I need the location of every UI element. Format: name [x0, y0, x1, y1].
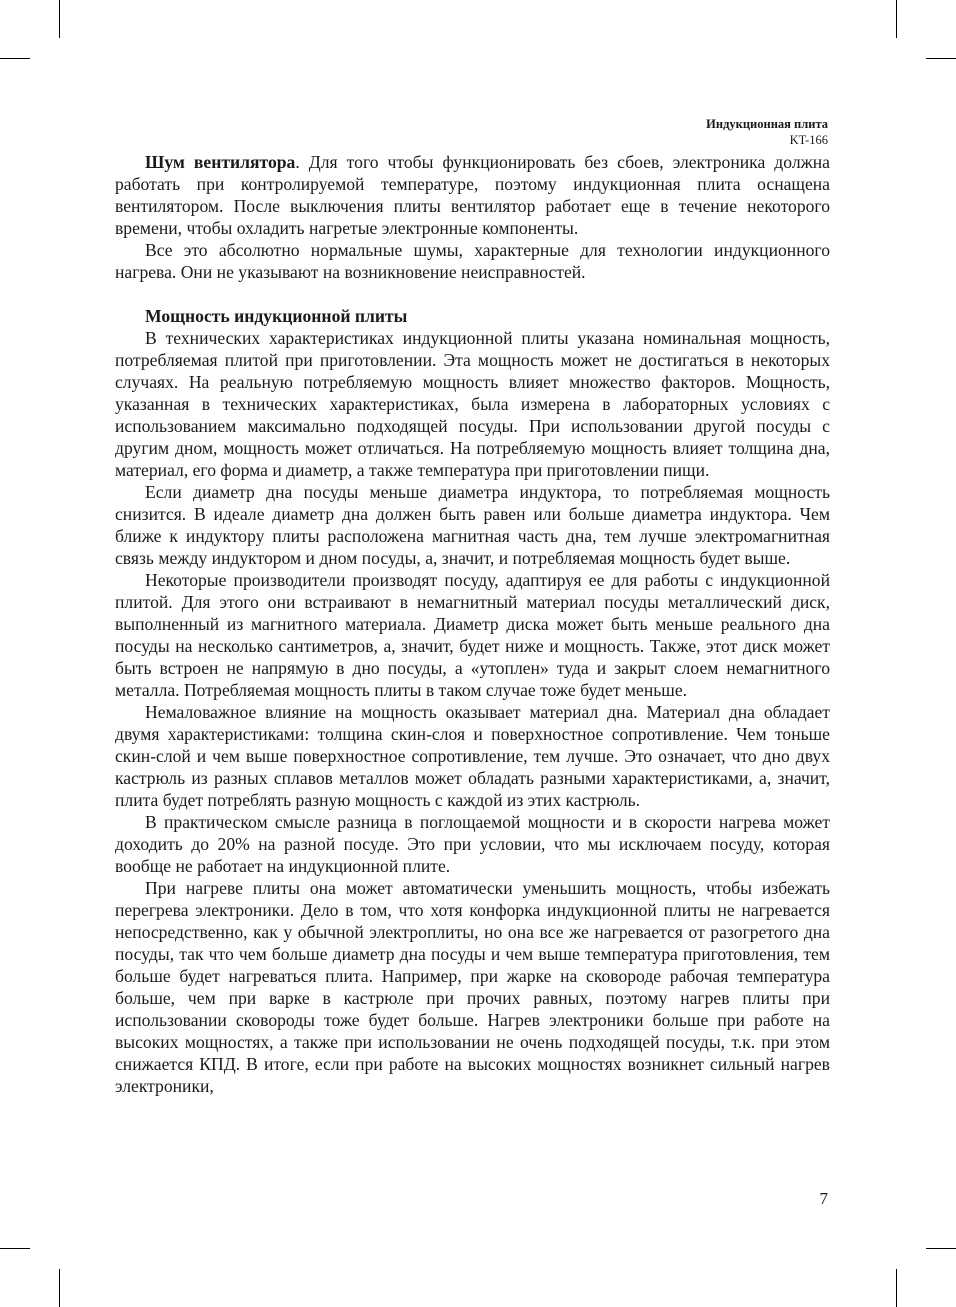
paragraph: Некоторые производители производят посуду, адаптируя ее для работы с индукционной плитой. Для этого они встраивают в немагнитный материал посуды металлический диск, выполненный из магнитного материала. Диаметр диска может быть меньше реального дна посуды на несколько сантиметров, а, значит, будет ниже и мощность. Также, этот диск может быть встроен не напрямую в дно посуды, а «утоплен» туда и закрыт слоем немагнитного металла. Потребляемая мощность плиты в таком случае тоже будет меньше.: [115, 570, 830, 700]
section-heading: Мощность индукционной плиты: [145, 306, 408, 326]
crop-mark-right-bottom: [926, 1248, 956, 1249]
crop-mark-right-top: [926, 58, 956, 59]
crop-mark-top-right: [896, 0, 897, 38]
page-number: 7: [819, 1189, 828, 1208]
fan-noise-lead: Шум вентилятора: [145, 152, 296, 172]
paragraph: В практическом смысле разница в поглощаемой мощности и в скорости нагрева может доходить до 20% на разной посуде. Это при условии, что мы исключаем посуду, которая вообще не работает на индукционной плите.: [115, 812, 830, 876]
paragraph: В технических характеристиках индукционной плиты указана номинальная мощность, потребляемая плитой при приготовлении. Эта мощность может не достигаться в некоторых случаях. На реальную потребляемую мощность влияет множество факторов. Мощность, указанная в технических характеристиках, была измерена в лабораторных условиях с использованием максимально подходящей посуды. При использовании другой посуды с другим дном, мощность может отличаться. На потребляемую мощность влияет толщина дна, материал, его форма и диаметр, а также температура при приготовлении пищи.: [115, 328, 830, 480]
page-body: [115, 151, 830, 1097]
fan-noise-text: . Для того чтобы функционировать без сбоев, электроника должна работать при контролируемой температуре, поэтому индукционная плита оснащена вентилятором. После выключения плиты вентилятор работает еще в течение некоторого времени, чтобы охладить нагретые электронные компоненты.: [115, 152, 830, 238]
paragraph: Немаловажное влияние на мощность оказывает материал дна. Материал дна обладает двумя характеристиками: толщина скин-слоя и поверхностное сопротивление. Чем тоньше скин-слой и чем выше поверхностное сопротивление, тем лучше. Это означает, что дно двух кастрюль из разных сплавов металлов может обладать разными характеристиками, а, значит, плита будет потреблять разную мощность с каждой из этих кастрюль.: [115, 702, 830, 810]
crop-mark-bottom-left: [59, 1269, 60, 1307]
crop-mark-top-left: [59, 0, 60, 38]
paragraph: Если диаметр дна посуды меньше диаметра индуктора, то потребляемая мощность снизится. В идеале диаметр дна должен быть равен или больше диаметра индуктора. Чем ближе к индуктору плиты расположена магнитная часть дна, тем лучше электромагнитная связь между индуктором и дном посуды, а, значит, и потребляемая мощность будет выше.: [115, 482, 830, 568]
paragraph-normal-noise: Все это абсолютно нормальные шумы, характерные для технологии индукционного нагрева. Они не указывают на возникновение неисправностей.: [115, 240, 830, 282]
header-model: KT-166: [789, 133, 828, 147]
header-title: Индукционная плита: [706, 117, 828, 131]
running-header: [706, 116, 828, 148]
paragraph: При нагреве плиты она может автоматически уменьшить мощность, чтобы избежать перегрева электроники. Дело в том, что хотя конфорка индукционной плиты не нагревается непосредственно, как у обычной электроплиты, но она все же нагревается от разогретого дна посуды, так что чем больше диаметр дна посуды и чем выше температура приготовления, тем больше будет нагреваться плита. Например, при жарке на сковороде рабочая температура больше, чем при варке в кастрюле при прочих равных, поэтому нагрев плиты при использовании сковороды тоже будет больше. Нагрев электроники больше при работе на высоких мощностях, а также при использовании не очень подходящей посуды, т.к. при этом снижается КПД. В итоге, если при работе на высоких мощностях возникнет сильный нагрев электроники,: [115, 878, 830, 1096]
crop-mark-bottom-right: [896, 1269, 897, 1307]
crop-mark-left-top: [0, 58, 30, 59]
crop-mark-left-bottom: [0, 1248, 30, 1249]
paragraph-fan-noise: [115, 151, 830, 239]
